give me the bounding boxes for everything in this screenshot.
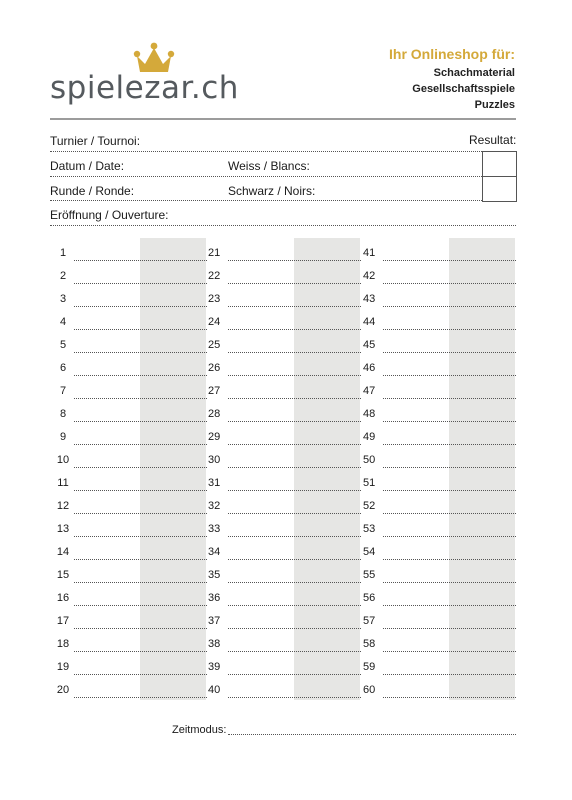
move-row	[52, 284, 207, 307]
move-number: 39	[208, 661, 221, 673]
move-number: 10	[56, 454, 70, 466]
move-number: 2	[59, 270, 67, 282]
move-row	[206, 537, 361, 560]
move-row	[52, 514, 207, 537]
move-row	[52, 606, 207, 629]
move-number: 56	[363, 592, 376, 604]
move-row	[206, 491, 361, 514]
move-row	[206, 468, 361, 491]
tournament-field[interactable]	[50, 151, 516, 152]
move-number: 51	[363, 477, 376, 489]
move-number: 46	[363, 362, 376, 374]
move-number: 4	[59, 316, 67, 328]
move-number: 54	[363, 546, 376, 558]
move-number: 43	[363, 293, 376, 305]
move-row	[206, 330, 361, 353]
move-row	[361, 445, 516, 468]
opening-label: Eröffnung / Ouverture:	[50, 208, 169, 222]
move-number: 36	[208, 592, 221, 604]
move-row	[52, 353, 207, 376]
move-row	[361, 514, 516, 537]
result-white-box[interactable]	[482, 151, 517, 177]
round-label: Runde / Ronde:	[50, 184, 135, 198]
moves-column-1	[52, 238, 207, 700]
header-divider	[50, 118, 516, 120]
move-number: 23	[208, 293, 221, 305]
move-number: 31	[208, 477, 221, 489]
move-row	[206, 376, 361, 399]
tagline-line: Schachmaterial	[433, 67, 515, 79]
move-number: 15	[56, 569, 70, 581]
move-number: 47	[363, 385, 376, 397]
move-row	[52, 537, 207, 560]
tagline-line: Gesellschaftsspiele	[412, 83, 515, 95]
move-number: 40	[208, 684, 221, 696]
move-number: 26	[208, 362, 221, 374]
move-number: 6	[59, 362, 67, 374]
move-row	[361, 560, 516, 583]
move-number: 20	[56, 684, 70, 696]
move-number: 30	[208, 454, 221, 466]
moves-column-2	[206, 238, 361, 700]
move-number: 27	[208, 385, 221, 397]
move-row	[361, 422, 516, 445]
move-row	[52, 238, 207, 261]
move-row	[361, 238, 516, 261]
move-number: 9	[59, 431, 67, 443]
move-number: 48	[363, 408, 376, 420]
move-number: 7	[59, 385, 67, 397]
move-row	[52, 445, 207, 468]
result-label: Resultat:	[469, 133, 517, 147]
move-number: 45	[363, 339, 376, 351]
opening-field[interactable]	[50, 225, 516, 226]
move-row	[361, 399, 516, 422]
move-number: 29	[208, 431, 221, 443]
move-row	[206, 284, 361, 307]
move-number: 11	[57, 477, 69, 489]
move-number: 59	[363, 661, 376, 673]
move-number: 50	[363, 454, 376, 466]
move-number: 3	[59, 293, 67, 305]
tagline-line: Puzzles	[474, 99, 515, 111]
move-number: 28	[208, 408, 221, 420]
move-row	[361, 583, 516, 606]
move-row	[206, 307, 361, 330]
move-number: 18	[56, 638, 70, 650]
time-control-field[interactable]	[228, 734, 516, 735]
time-control-label: Zeitmodus:	[172, 724, 227, 736]
move-number: 14	[56, 546, 70, 558]
tournament-label: Turnier / Tournoi:	[50, 134, 141, 148]
tagline-title: Ihr Onlineshop für:	[389, 46, 515, 62]
move-row	[52, 629, 207, 652]
black-label: Schwarz / Noirs:	[228, 184, 316, 198]
move-row	[206, 583, 361, 606]
move-row	[206, 261, 361, 284]
white-label: Weiss / Blancs:	[228, 159, 310, 173]
round-black-field[interactable]	[50, 200, 482, 201]
result-black-box[interactable]	[482, 176, 517, 202]
move-number: 17	[56, 615, 70, 627]
move-row	[52, 422, 207, 445]
move-row	[206, 675, 361, 698]
move-number: 35	[208, 569, 221, 581]
move-number: 52	[363, 500, 376, 512]
move-number: 21	[208, 247, 221, 259]
move-number: 58	[363, 638, 376, 650]
move-row	[52, 468, 207, 491]
move-number: 33	[208, 523, 221, 535]
moves-column-3	[361, 238, 516, 700]
move-number: 53	[363, 523, 376, 535]
move-row	[52, 491, 207, 514]
move-row	[361, 629, 516, 652]
move-row	[361, 307, 516, 330]
move-number: 60	[363, 684, 376, 696]
move-number: 57	[363, 615, 376, 627]
move-entry-line[interactable]	[74, 697, 207, 698]
move-number: 24	[208, 316, 221, 328]
move-number: 49	[363, 431, 376, 443]
move-row	[206, 606, 361, 629]
move-entry-line[interactable]	[383, 697, 516, 698]
move-row	[52, 376, 207, 399]
move-row	[361, 468, 516, 491]
move-row	[206, 238, 361, 261]
move-row	[206, 560, 361, 583]
move-row	[361, 261, 516, 284]
move-number: 25	[208, 339, 221, 351]
move-number: 34	[208, 546, 221, 558]
move-number: 42	[363, 270, 376, 282]
move-number: 44	[363, 316, 376, 328]
move-row	[206, 652, 361, 675]
move-row	[361, 330, 516, 353]
move-row	[52, 583, 207, 606]
move-number: 13	[56, 523, 70, 535]
move-row	[361, 491, 516, 514]
move-row	[361, 284, 516, 307]
move-number: 55	[363, 569, 376, 581]
move-row	[361, 537, 516, 560]
move-number: 38	[208, 638, 221, 650]
move-number: 32	[208, 500, 221, 512]
move-row	[52, 675, 207, 698]
move-row	[206, 514, 361, 537]
date-white-field[interactable]	[50, 176, 482, 177]
move-row	[206, 353, 361, 376]
move-row	[52, 330, 207, 353]
move-row	[52, 652, 207, 675]
move-row	[361, 652, 516, 675]
move-number: 8	[59, 408, 67, 420]
logo-text: spielezar.ch	[50, 70, 239, 106]
move-entry-line[interactable]	[228, 697, 361, 698]
move-number: 12	[56, 500, 70, 512]
date-label: Datum / Date:	[50, 159, 125, 173]
move-row	[361, 675, 516, 698]
move-number: 5	[59, 339, 67, 351]
move-row	[52, 261, 207, 284]
move-row	[52, 560, 207, 583]
move-row	[206, 629, 361, 652]
move-row	[52, 399, 207, 422]
move-row	[206, 399, 361, 422]
move-row	[206, 422, 361, 445]
move-row	[361, 376, 516, 399]
move-number: 16	[56, 592, 70, 604]
move-number: 22	[208, 270, 221, 282]
move-number: 1	[59, 247, 67, 259]
move-row	[361, 353, 516, 376]
move-row	[206, 445, 361, 468]
move-number: 37	[208, 615, 221, 627]
move-number: 19	[56, 661, 70, 673]
move-row	[361, 606, 516, 629]
move-row	[52, 307, 207, 330]
move-number: 41	[363, 247, 376, 259]
